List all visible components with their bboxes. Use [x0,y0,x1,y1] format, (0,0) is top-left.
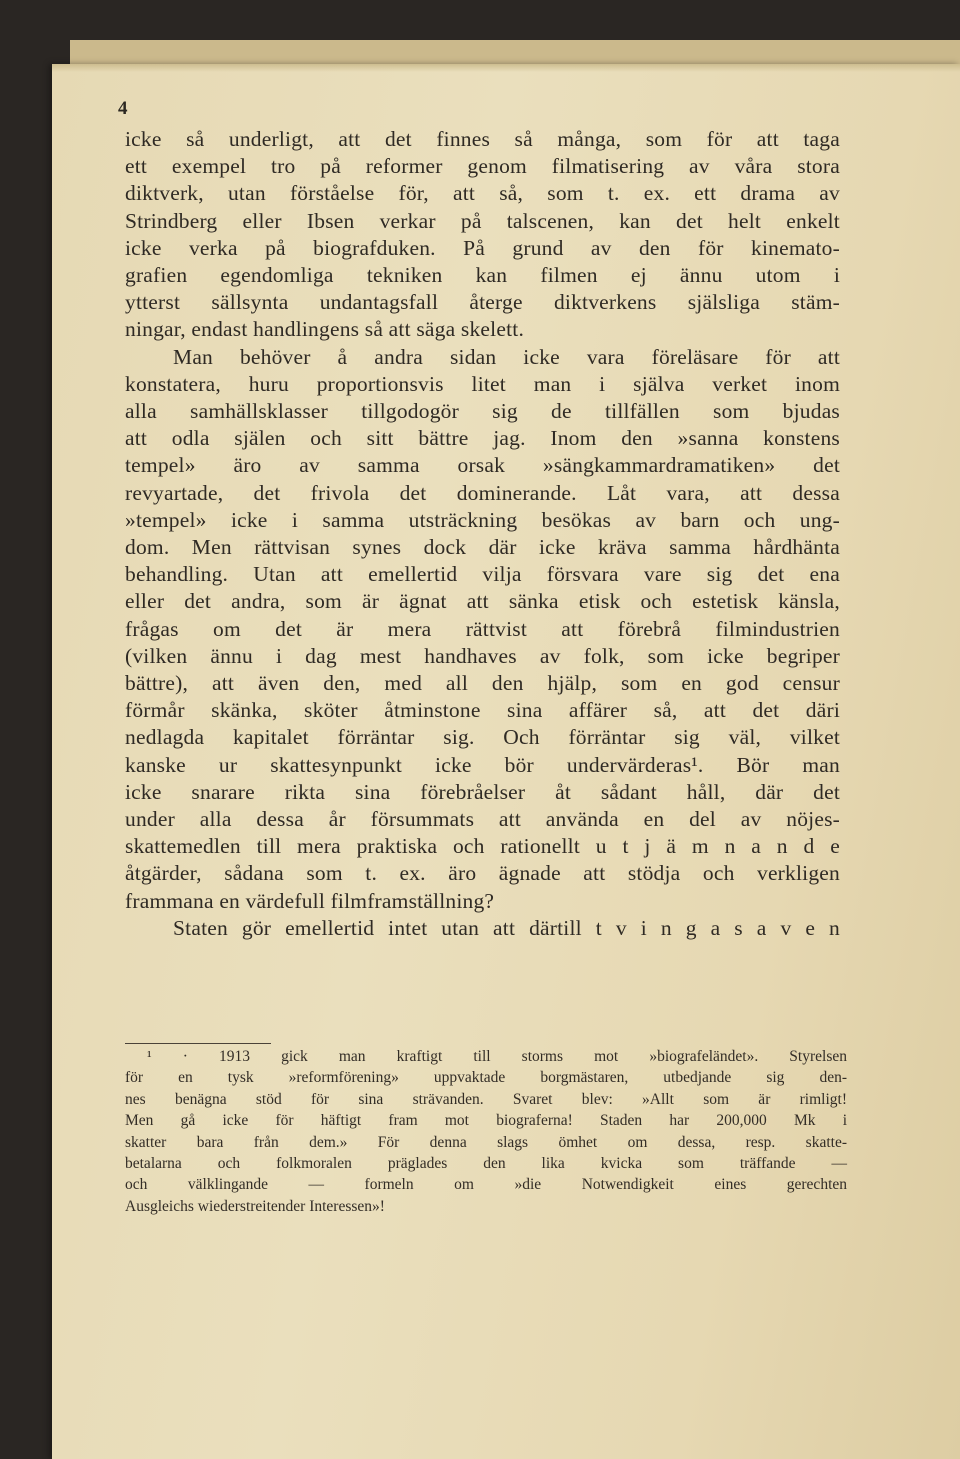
body-line: icke verka på biografduken. På grund av den för kinemato- [125,235,840,260]
body-line: nedlagda kapitalet förräntar sig. Och förräntar sig väl, vilket [125,725,840,750]
body-line: ytterst sällsynta undantagsfall återge diktverkens själsliga stäm- [125,290,840,315]
body-line: alla samhällsklasser tillgodogör sig de tillfällen som bjudas [125,399,840,424]
body-line: »tempel» icke i samma utsträckning besökas av barn och ung- [125,507,840,532]
body-line: dom. Men rättvisan synes dock där icke kräva samma hårdhänta [125,535,840,560]
page-fold-shadow [52,64,960,72]
body-line: under alla dessa år försummats att använda en del av nöjes- [125,807,840,832]
body-line: kanske ur skattesynpunkt icke bör undervärderas¹. Bör man [125,752,840,777]
body-line: åtgärder, sådana som t. ex. äro ägnade att stödja och verkligen [125,861,840,886]
body-line: diktverk, utan förståelse för, att så, som t. ex. ett drama av [125,181,840,206]
footnote-line: skatter bara från dem.» För denna slags ömhet om dessa, resp. skatte- [125,1133,847,1151]
footnote-line: Ausgleichs wiederstreitender Interessen»! [125,1197,385,1215]
footnote-line: och välklingande — formeln om »die Notwendigkeit eines gerechten [125,1176,847,1194]
body-line: behandling. Utan att emellertid vilja försvara vare sig det ena [125,562,840,587]
footnote [125,1046,847,1217]
footnote-line: Men gå icke för häftigt fram mot biograferna! Staden har 200,000 Mk i [125,1112,847,1130]
body-text [125,126,840,942]
body-line: tempel» äro av samma orsak »sängkammardramatiken» det [125,453,840,478]
page-number: 4 [118,98,128,119]
body-line: bättre), att även den, med all den hjälp, som en god censur [125,671,840,696]
body-line: frammana en värdefull filmframställning? [125,888,495,913]
body-line: Strindberg eller Ibsen verkar på talscenen, kan det helt enkelt [125,208,840,233]
body-line: att odla själen och sitt bättre jag. Inom den »sanna konstens [125,426,840,451]
body-line: Man behöver å andra sidan icke vara föreläsare för att [173,344,840,369]
body-line: icke så underligt, att det finnes så många, som för att taga [125,127,840,151]
footnote-line: för en tysk »reformförening» uppvaktade borgmästaren, utbedjande sig den- [125,1069,847,1087]
footnote-line: betalarna och folkmoralen präglades den lika kvicka som träffande — [125,1155,847,1173]
footnote-line: nes benägna stöd för sina strävanden. Svaret blev: »Allt som är rimligt! [125,1090,847,1108]
body-line: förmår skänka, sköter åtminstone sina affärer så, att det däri [125,698,840,723]
body-line: grafien egendomliga tekniken kan filmen ej ännu utom i [125,263,840,288]
footnote-line: ¹ · 1913 gick man kraftigt till storms mot »biografeländet». Styrelsen [147,1048,847,1065]
body-line: icke snarare rikta sina förebråelser åt sådant håll, där det [125,779,840,804]
body-line: skattemedlen till mera praktiska och rationellt u t j ä m n a n d e [125,834,840,859]
body-line: revyartade, det frivola det dominerande. Låt vara, att dessa [125,480,840,505]
body-line: ningar, endast handlingens så att säga skelett. [125,317,525,342]
body-line: Staten gör emellertid intet utan att därtill t v i n g a s a v e n [173,915,840,940]
body-line: (vilken ännu i dag mest handhaves av folk, som icke begriper [125,643,840,668]
body-line: eller det andra, som är ägnat att sänka etisk och estetisk känsla, [125,589,840,614]
footnote-rule [125,1043,271,1044]
body-line: konstatera, huru proportionsvis litet man i själva verket inom [125,371,840,396]
body-line: ett exempel tro på reformer genom filmatisering av våra stora [125,154,840,179]
body-line: frågas om det är mera rättvist att förebrå filmindustrien [125,616,840,641]
